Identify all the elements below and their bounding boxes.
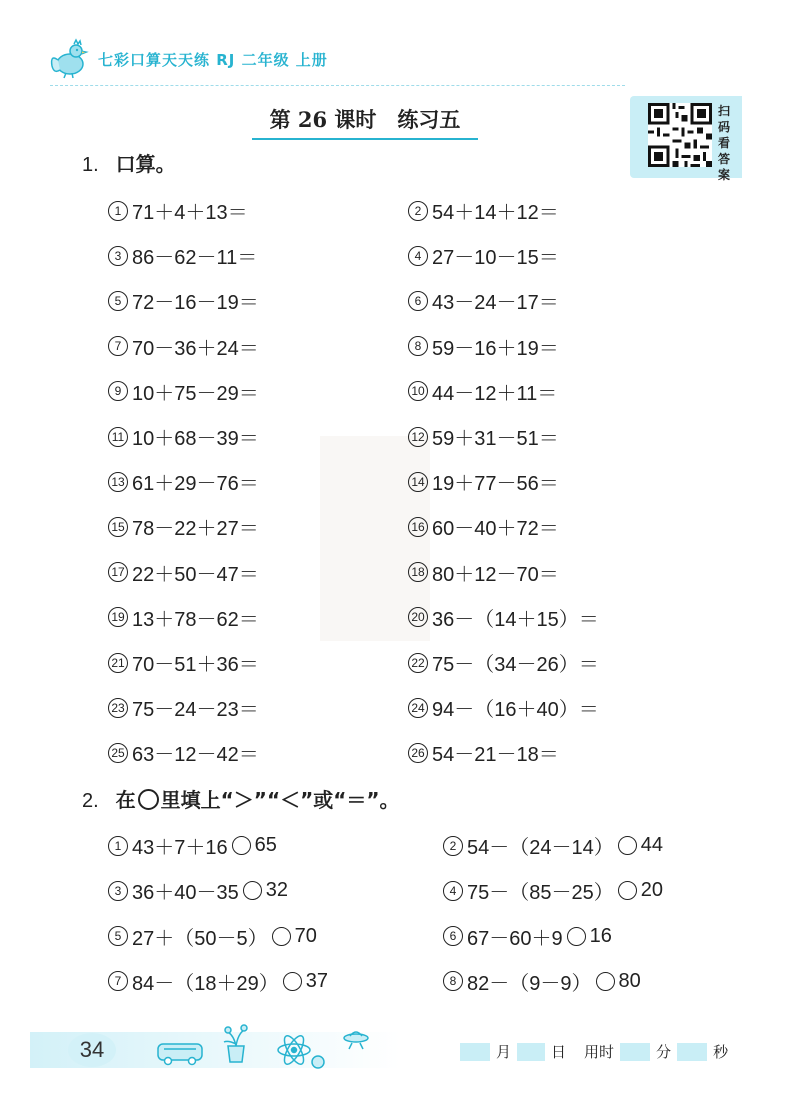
comparison-item bbox=[443, 967, 641, 996]
math-expression: 44－12＋11＝ bbox=[432, 382, 558, 405]
item-number: 8 bbox=[408, 336, 428, 356]
minute-label: 分 bbox=[656, 1043, 672, 1061]
mental-math-item bbox=[408, 196, 559, 225]
month-label: 月 bbox=[496, 1043, 512, 1061]
item-number: 2 bbox=[443, 836, 463, 856]
time-used-label: 用时 bbox=[584, 1043, 615, 1061]
right-value: 16 bbox=[589, 924, 612, 947]
math-expression: 43－24－17＝ bbox=[432, 292, 559, 315]
comparison-item bbox=[108, 922, 317, 951]
header-divider bbox=[50, 85, 625, 86]
math-expression: 10＋75－29＝ bbox=[132, 382, 259, 405]
lesson-title: 第 26 课时 练习五 bbox=[269, 107, 461, 132]
day-field[interactable] bbox=[517, 1043, 545, 1061]
mental-math-item bbox=[108, 377, 259, 406]
item-number: 11 bbox=[108, 427, 128, 447]
math-expression: 80＋12－70＝ bbox=[432, 563, 559, 586]
second-field[interactable] bbox=[677, 1043, 707, 1061]
minute-field[interactable] bbox=[620, 1043, 650, 1061]
mental-math-item bbox=[108, 241, 257, 270]
mental-math-item bbox=[108, 648, 259, 677]
math-expression: 63－12－42＝ bbox=[132, 744, 259, 767]
mental-math-item bbox=[108, 196, 248, 225]
math-expression: 36－（14＋15）＝ bbox=[432, 608, 599, 631]
math-expression: 59－16＋19＝ bbox=[432, 337, 559, 360]
right-value: 70 bbox=[294, 924, 317, 947]
page-number: 34 bbox=[68, 1033, 116, 1067]
answer-circle[interactable] bbox=[283, 972, 302, 991]
math-expression: 59＋31－51＝ bbox=[432, 428, 559, 450]
mental-math-item bbox=[408, 467, 559, 496]
comparison-item bbox=[108, 967, 328, 996]
item-number: 13 bbox=[108, 472, 128, 492]
date-time-record bbox=[460, 1041, 734, 1062]
comparison-item bbox=[443, 831, 663, 860]
mental-math-item bbox=[408, 603, 599, 632]
item-number: 8 bbox=[443, 971, 463, 991]
math-expression: 22＋50－47＝ bbox=[132, 563, 259, 586]
right-value: 65 bbox=[254, 834, 277, 856]
math-expression: 70－36＋24＝ bbox=[132, 337, 259, 360]
item-number: 23 bbox=[108, 698, 128, 718]
answer-circle[interactable] bbox=[618, 836, 637, 855]
mental-math-item bbox=[408, 648, 599, 677]
item-number: 16 bbox=[408, 517, 428, 537]
mental-math-item bbox=[408, 558, 559, 587]
item-number: 3 bbox=[108, 246, 128, 266]
math-expression: 10＋68－39＝ bbox=[132, 428, 259, 450]
section-2-label-before: 在 bbox=[115, 788, 136, 812]
answer-circle[interactable] bbox=[618, 881, 637, 900]
right-value: 37 bbox=[305, 969, 328, 992]
mental-math-item bbox=[108, 422, 259, 451]
item-number: 7 bbox=[108, 971, 128, 991]
section-2-heading bbox=[82, 784, 400, 813]
section-2-label-after: 里填上“＞”“＜”或“＝”。 bbox=[160, 788, 400, 812]
right-value: 20 bbox=[640, 879, 663, 902]
answer-circle[interactable] bbox=[243, 881, 262, 900]
section-1-number: 1. bbox=[82, 154, 99, 176]
day-label: 日 bbox=[551, 1043, 567, 1061]
item-number: 1 bbox=[108, 836, 128, 856]
math-expression: 19＋77－56＝ bbox=[432, 473, 559, 496]
item-number: 18 bbox=[408, 562, 428, 582]
math-expression: 61＋29－76＝ bbox=[132, 473, 259, 496]
left-expression: 67－60＋9 bbox=[467, 927, 563, 950]
answer-circle[interactable] bbox=[567, 927, 586, 946]
right-value: 80 bbox=[618, 969, 641, 992]
mental-math-item bbox=[408, 422, 559, 451]
second-label: 秒 bbox=[713, 1043, 729, 1061]
item-number: 6 bbox=[408, 291, 428, 311]
item-number: 12 bbox=[408, 427, 428, 447]
left-expression: 54－（24－14） bbox=[467, 837, 614, 859]
title-underline bbox=[252, 138, 478, 140]
item-number: 21 bbox=[108, 653, 128, 673]
item-number: 10 bbox=[408, 381, 428, 401]
comparison-item bbox=[443, 876, 663, 905]
footer-decoration-icon bbox=[150, 1018, 400, 1070]
comparison-item bbox=[443, 922, 612, 951]
math-expression: 72－16－19＝ bbox=[132, 292, 259, 315]
item-number: 22 bbox=[408, 653, 428, 673]
mental-math-item bbox=[108, 467, 259, 496]
answer-circle[interactable] bbox=[232, 836, 251, 855]
math-expression: 54－21－18＝ bbox=[432, 744, 559, 767]
section-2-number: 2. bbox=[82, 790, 99, 812]
item-number: 26 bbox=[408, 743, 428, 763]
math-expression: 94－（16＋40）＝ bbox=[432, 699, 599, 722]
math-expression: 60－40＋72＝ bbox=[432, 518, 559, 541]
item-number: 9 bbox=[108, 381, 128, 401]
mental-math-item bbox=[408, 738, 559, 767]
math-expression: 71＋4＋13＝ bbox=[132, 202, 248, 224]
item-number: 1 bbox=[108, 201, 128, 221]
left-expression: 43＋7＋16 bbox=[132, 837, 228, 859]
qr-caption: 扫 码 看 答 案 bbox=[718, 104, 731, 182]
left-expression: 36＋40－35 bbox=[132, 882, 239, 905]
math-expression: 27－10－15＝ bbox=[432, 247, 559, 270]
mental-math-item bbox=[408, 377, 557, 406]
right-value: 44 bbox=[640, 834, 663, 856]
math-expression: 78－22＋27＝ bbox=[132, 518, 259, 541]
right-value: 32 bbox=[265, 879, 288, 902]
comparison-item bbox=[108, 876, 288, 905]
answer-circle[interactable] bbox=[272, 927, 291, 946]
math-expression: 13＋78－62＝ bbox=[132, 608, 259, 631]
mental-math-item bbox=[408, 332, 559, 361]
left-expression: 27＋（50－5） bbox=[132, 927, 268, 950]
answer-circle[interactable] bbox=[596, 972, 615, 991]
mental-math-item bbox=[108, 603, 259, 632]
item-number: 4 bbox=[443, 881, 463, 901]
math-expression: 86－62－11＝ bbox=[132, 247, 258, 270]
series-title: 七彩口算天天练 RJ 二年级 上册 bbox=[98, 50, 328, 69]
series-header bbox=[48, 38, 328, 80]
left-expression: 75－（85－25） bbox=[467, 882, 614, 905]
mental-math-item bbox=[108, 332, 259, 361]
month-field[interactable] bbox=[460, 1043, 490, 1061]
item-number: 14 bbox=[408, 472, 428, 492]
comparison-item bbox=[108, 831, 277, 860]
item-number: 6 bbox=[443, 926, 463, 946]
item-number: 3 bbox=[108, 881, 128, 901]
item-number: 20 bbox=[408, 607, 428, 627]
rooster-logo-icon bbox=[48, 38, 90, 80]
mental-math-item bbox=[108, 558, 259, 587]
item-number: 5 bbox=[108, 926, 128, 946]
mental-math-item bbox=[408, 241, 559, 270]
section-1-heading bbox=[82, 148, 176, 177]
item-number: 25 bbox=[108, 743, 128, 763]
math-expression: 54＋14＋12＝ bbox=[432, 202, 559, 224]
item-number: 15 bbox=[108, 517, 128, 537]
mental-math-item bbox=[408, 286, 559, 315]
left-expression: 82－（9－9） bbox=[467, 972, 592, 995]
item-number: 7 bbox=[108, 336, 128, 356]
mental-math-item bbox=[408, 512, 559, 541]
mental-math-item bbox=[408, 693, 599, 722]
item-number: 2 bbox=[408, 201, 428, 221]
item-number: 4 bbox=[408, 246, 428, 266]
circle-symbol-icon bbox=[138, 789, 159, 810]
item-number: 5 bbox=[108, 291, 128, 311]
math-expression: 70－51＋36＝ bbox=[132, 654, 259, 676]
left-expression: 84－（18＋29） bbox=[132, 972, 279, 995]
item-number: 24 bbox=[408, 698, 428, 718]
math-expression: 75－24－23＝ bbox=[132, 699, 259, 722]
item-number: 17 bbox=[108, 562, 128, 582]
item-number: 19 bbox=[108, 607, 128, 627]
mental-math-item bbox=[108, 693, 259, 722]
mental-math-item bbox=[108, 286, 259, 315]
section-1-label: 口算。 bbox=[115, 152, 176, 176]
math-expression: 75－（34－26）＝ bbox=[432, 654, 599, 676]
mental-math-item bbox=[108, 738, 259, 767]
mental-math-item bbox=[108, 512, 259, 541]
